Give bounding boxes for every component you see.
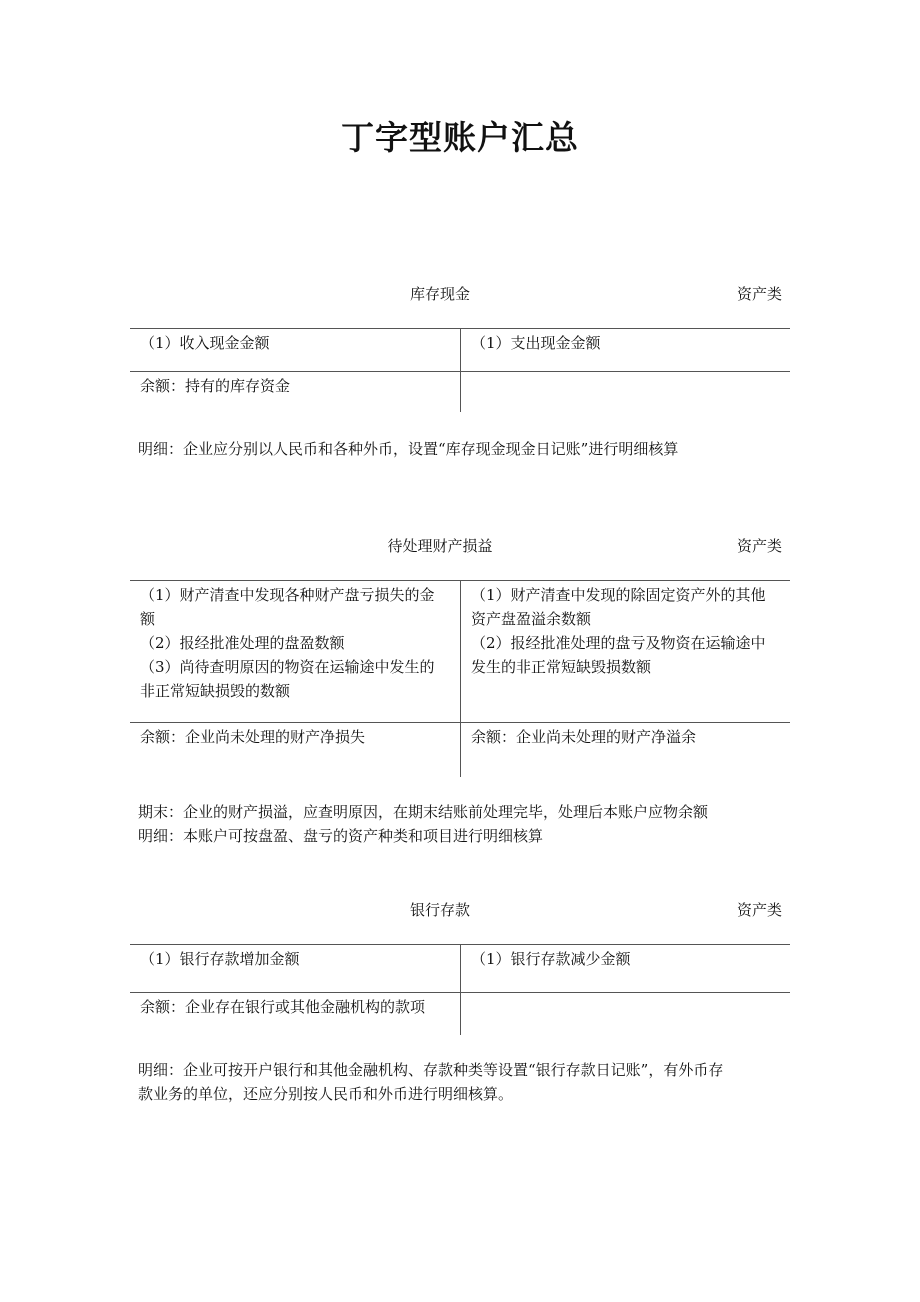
account-notes-pending <box>138 800 788 848</box>
debit-line: （1）银行存款增加金额 <box>140 950 300 968</box>
credit-line: 发生的非正常短缺毁损数额 <box>471 658 652 676</box>
note-line: 明细：企业应分别以人民币和各种外币，设置“库存现金现金日记账”进行明细核算 <box>138 440 679 458</box>
debit-line: 非正常短缺损毁的数额 <box>140 682 291 700</box>
balance-text: 余额：企业尚未处理的财产净损失 <box>140 728 366 746</box>
t-account-cash <box>130 328 790 412</box>
account-name: 待处理财产损益 <box>387 537 493 555</box>
balance-text: 余额：持有的库存资金 <box>140 377 291 395</box>
credit-line: 资产盘盈溢余数额 <box>471 610 592 628</box>
debit-line: （2）报经批准处理的盘盈数额 <box>140 634 345 652</box>
account-category: 资产类 <box>736 285 782 303</box>
account-header-bank <box>130 899 790 923</box>
credit-side <box>460 581 790 722</box>
note-line: 款业务的单位，还应分别按人民币和外币进行明细核算。 <box>138 1085 514 1103</box>
balance-credit <box>460 723 790 777</box>
credit-line: （1）财产清查中发现的除固定资产外的其他 <box>471 586 766 604</box>
t-account-bank <box>130 944 790 1035</box>
balance-credit <box>460 372 790 412</box>
account-header-pending <box>130 535 790 559</box>
credit-side <box>460 329 790 371</box>
t-account-pending <box>130 580 790 777</box>
balance-text: 余额：企业尚未处理的财产净溢余 <box>471 728 697 746</box>
debit-side <box>130 329 460 371</box>
debit-line: （1）财产清查中发现各种财产盘亏损失的金 <box>140 586 435 604</box>
debit-side <box>130 945 460 992</box>
note-line: 明细：企业可按开户银行和其他金融机构、存款种类等设置“银行存款日记账”，有外币存 <box>138 1061 724 1079</box>
account-notes-bank <box>138 1058 788 1106</box>
note-line: 明细：本账户可按盘盈、盘亏的资产种类和项目进行明细核算 <box>138 827 544 845</box>
account-notes-cash <box>138 437 788 461</box>
credit-line: （1）银行存款减少金额 <box>471 950 631 968</box>
debit-line: 额 <box>140 610 156 628</box>
credit-line: （1）支出现金金额 <box>471 334 601 352</box>
balance-debit <box>130 993 460 1035</box>
credit-line: （2）报经批准处理的盘亏及物资在运输途中 <box>471 634 766 652</box>
account-name: 银行存款 <box>409 901 470 919</box>
account-header-cash <box>130 283 790 307</box>
debit-line: （3）尚待查明原因的物资在运输途中发生的 <box>140 658 435 676</box>
account-name: 库存现金 <box>409 285 470 303</box>
account-category: 资产类 <box>736 901 782 919</box>
debit-line: （1）收入现金金额 <box>140 334 270 352</box>
balance-debit <box>130 723 460 777</box>
balance-credit <box>460 993 790 1035</box>
credit-side <box>460 945 790 992</box>
debit-side <box>130 581 460 722</box>
note-line: 期末：企业的财产损溢，应查明原因，在期末结账前处理完毕，处理后本账户应物余额 <box>138 803 709 821</box>
balance-text: 余额：企业存在银行或其他金融机构的款项 <box>140 998 426 1016</box>
balance-debit <box>130 372 460 412</box>
account-category: 资产类 <box>736 537 782 555</box>
page-title: 丁字型账户汇总 <box>341 118 579 157</box>
